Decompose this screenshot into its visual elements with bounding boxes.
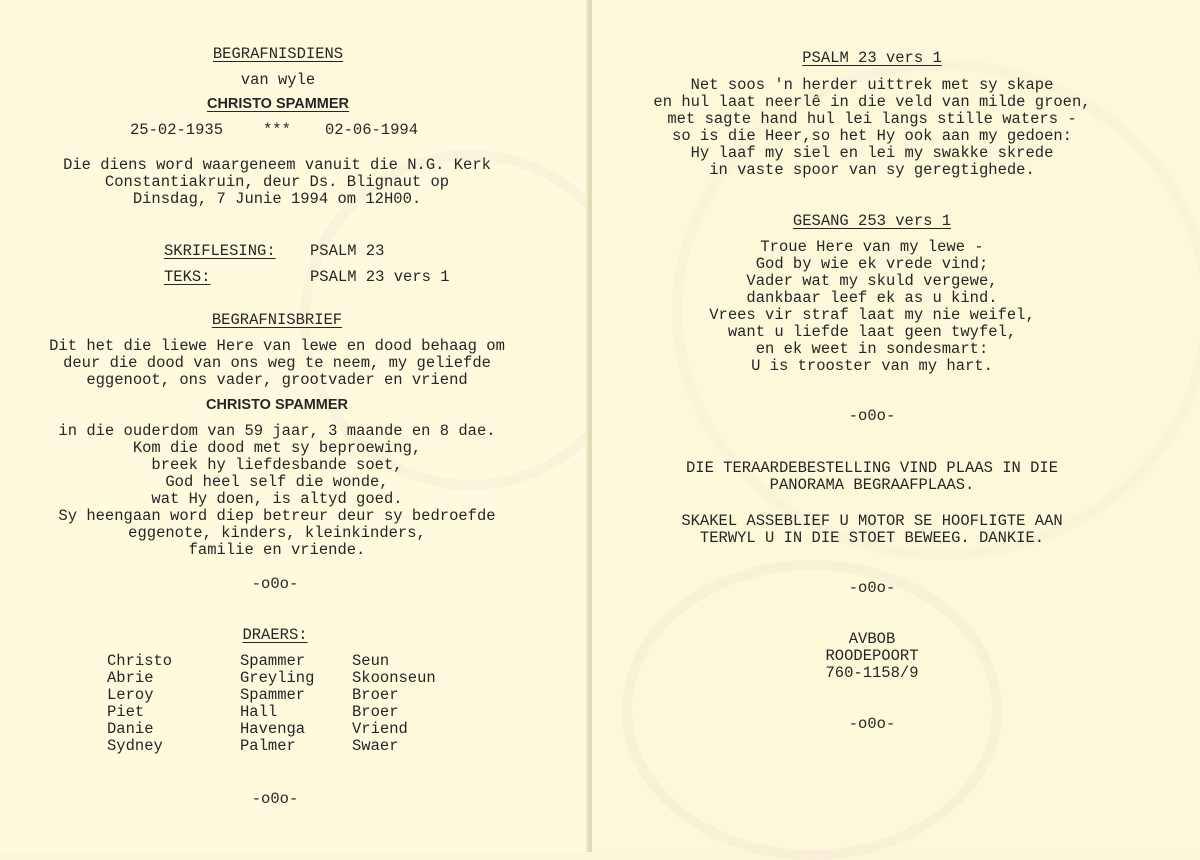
psalm-line: met sagte hand hul lei langs stille waters -	[667, 110, 1077, 128]
bearer-last-name: Havenga	[240, 720, 306, 738]
psalm-line: Hy laaf my siel en lei my swakke skrede	[690, 144, 1054, 162]
program-title: BEGRAFNISDIENS	[212, 45, 344, 63]
psalm-heading: PSALM 23 vers 1	[802, 49, 942, 67]
letter-line: breek hy liefdesbande soet,	[151, 456, 403, 474]
left-page	[0, 0, 592, 852]
hymn-line: Vrees vir straf laat my nie weifel,	[709, 306, 1035, 324]
undertaker-name: AVBOB	[848, 630, 896, 648]
separator: -o0o-	[848, 715, 896, 733]
letter-line: Sy heengaan word diep betreur deur sy bedroefde	[58, 507, 496, 525]
letter-line: eggenoot, ons vader, grootvader en vriend	[86, 371, 468, 389]
service-line: Constantiakruin, deur Ds. Blignaut op	[104, 173, 450, 191]
headlight-line: TERWYL U IN DIE STOET BEWEEG. DANKIE.	[699, 529, 1045, 547]
text-value: PSALM 23 vers 1	[310, 268, 450, 286]
bearer-first-name: Christo	[107, 652, 173, 670]
birth-date: 25-02-1935	[130, 121, 224, 139]
bearer-relation: Broer	[352, 686, 399, 704]
letter-line: in die ouderdom van 59 jaar, 3 maande en 8 dae.	[58, 422, 496, 440]
bearer-first-name: Sydney	[107, 737, 163, 755]
background-watermark	[622, 560, 1002, 860]
hymn-line: dankbaar leef ek as u kind.	[746, 289, 998, 307]
deceased-name: CHRISTO SPAMMER	[206, 96, 350, 112]
bearers-heading: DRAERS:	[242, 626, 308, 644]
letter-line: wat Hy doen, is altyd goed.	[151, 490, 403, 508]
separator: -o0o-	[251, 575, 299, 593]
bearer-last-name: Spammer	[240, 686, 306, 704]
hymn-line: Vader wat my skuld vergewe,	[746, 272, 998, 290]
letter-line: Dit het die liewe Here van lewe en dood behaag om	[49, 337, 505, 355]
headlight-line: SKAKEL ASSEBLIEF U MOTOR SE HOOFLIGTE AAN	[681, 512, 1063, 530]
separator: -o0o-	[848, 407, 896, 425]
hymn-heading: GESANG 253 vers 1	[792, 212, 952, 230]
service-line: Dinsdag, 7 Junie 1994 om 12H00.	[132, 190, 422, 208]
service-line: Die diens word waargeneem vanuit die N.G. Kerk	[63, 156, 491, 174]
bearer-first-name: Danie	[107, 720, 154, 738]
hymn-line: Troue Here van my lewe -	[760, 238, 984, 256]
psalm-line: Net soos 'n herder uittrek met sy skape	[690, 76, 1054, 94]
bearer-last-name: Greyling	[240, 669, 315, 687]
bearer-first-name: Abrie	[107, 669, 154, 687]
bearer-relation: Swaer	[352, 737, 399, 755]
reading-value: PSALM 23	[310, 242, 385, 260]
bearer-relation: Seun	[352, 652, 390, 670]
hymn-line: God by wie ek vrede vind;	[755, 255, 989, 273]
right-page	[592, 0, 1200, 852]
letter-heading: BEGRAFNISBRIEF	[211, 311, 343, 329]
bearer-last-name: Palmer	[240, 737, 296, 755]
separator: -o0o-	[848, 579, 896, 597]
reading-label: SKRIFLESING:	[164, 242, 276, 260]
hymn-line: en ek weet in sondesmart:	[755, 340, 989, 358]
bearer-relation: Vriend	[352, 720, 408, 738]
bearer-last-name: Hall	[240, 703, 278, 721]
bearer-relation: Broer	[352, 703, 399, 721]
burial-line: PANORAMA BEGRAAFPLAAS.	[769, 476, 975, 494]
burial-line: DIE TERAARDEBESTELLING VIND PLAAS IN DIE	[685, 459, 1059, 477]
undertaker-phone: 760-1158/9	[825, 664, 919, 682]
letter-line: familie en vriende.	[188, 541, 366, 559]
psalm-line: so is die Heer,so het Hy ook aan my gedoen:	[672, 127, 1072, 145]
death-date: 02-06-1994	[325, 121, 419, 139]
bearer-last-name: Spammer	[240, 652, 306, 670]
text-label: TEKS:	[164, 268, 211, 286]
letter-line: eggenote, kinders, kleinkinders,	[128, 524, 426, 542]
letter-line: deur die dood van ons weg te neem, my geliefde	[63, 354, 491, 372]
letter-line: Kom die dood met sy beproewing,	[132, 439, 422, 457]
letter-name: CHRISTO SPAMMER	[205, 397, 349, 413]
bearer-first-name: Leroy	[107, 686, 154, 704]
separator: -o0o-	[251, 790, 299, 808]
undertaker-branch: ROODEPOORT	[825, 647, 919, 665]
bearer-relation: Skoonseun	[352, 669, 436, 687]
hymn-line: U is trooster van my hart.	[751, 357, 993, 375]
van-wyle-text: van wyle	[240, 71, 316, 89]
letter-line: God heel self die wonde,	[165, 473, 389, 491]
hymn-line: want u liefde laat geen twyfel,	[727, 323, 1017, 341]
date-separator: ***	[263, 121, 291, 139]
psalm-line: en hul laat neerlê in die veld van milde groen,	[653, 93, 1091, 111]
bearer-first-name: Piet	[107, 703, 145, 721]
psalm-line: in vaste spoor van sy geregtighede.	[709, 161, 1035, 179]
